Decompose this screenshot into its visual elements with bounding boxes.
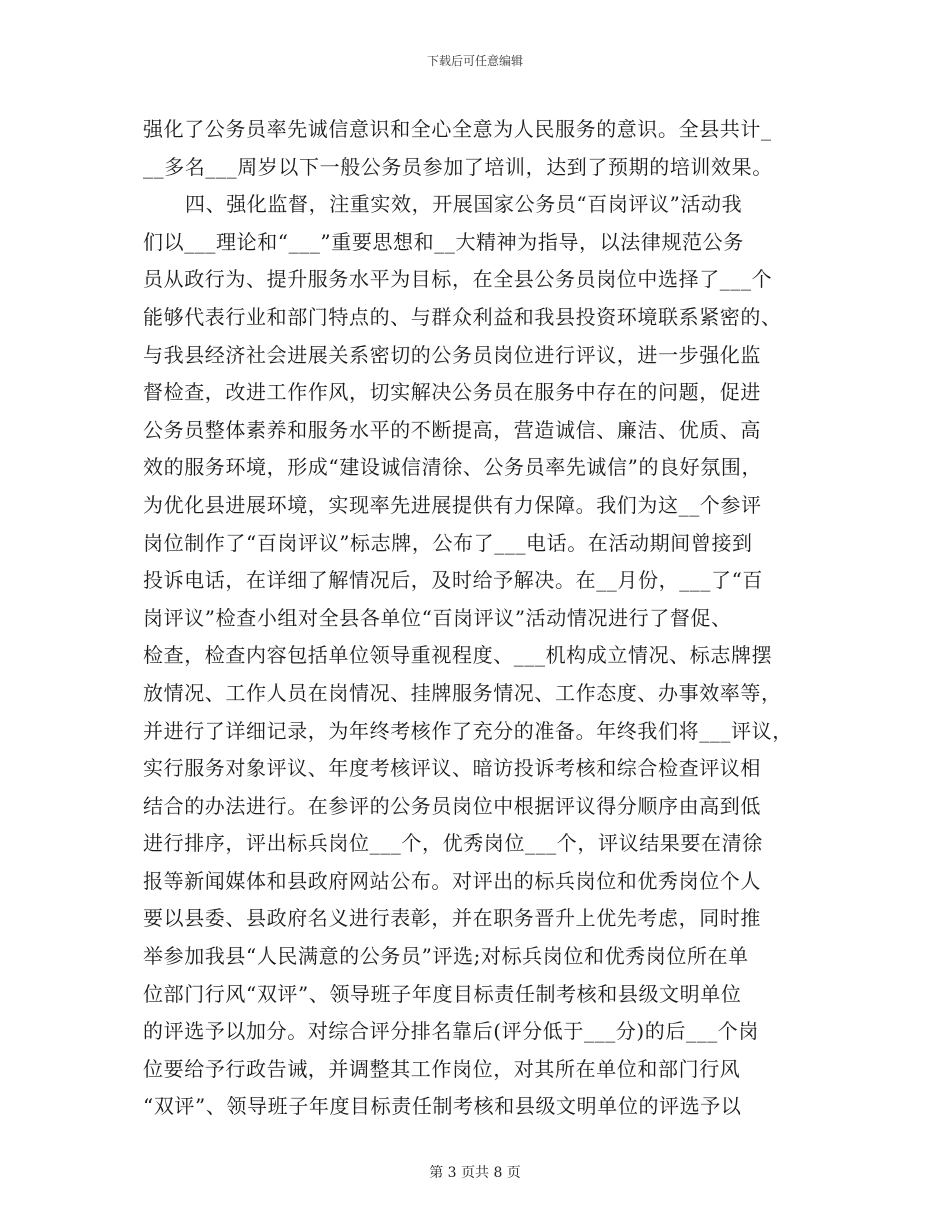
text-line: 的评选予以加分。对综合评分排名靠后(评分低于___分)的后___个岗 [143,1019,760,1044]
document-body [143,111,813,1126]
text-line: 报等新闻媒体和县政府网站公布。对评出的标兵岗位和优秀岗位个人 [143,868,761,893]
text-line: “双评”、领导班子年度目标责任制考核和县级文明单位的评选予以 [143,1094,742,1119]
text-line: 能够代表行业和部门特点的、与群众利益和我县投资环境联系紧密的、 [143,304,782,329]
text-line: 为优化县进展环境，实现率先进展提供有力保障。我们为这__个参评 [143,492,762,517]
text-line: 与我县经济社会进展关系密切的公务员岗位进行评议，进一步强化监 [143,342,761,367]
text-line: 投诉电话，在详细了解情况后，及时给予解决。在__月份，___了“百 [143,568,764,593]
text-line: 员从政行为、提升服务水平为目标，在全县公务员岗位中选择了___个 [143,267,773,292]
text-line: 放情况、工作人员在岗情况、挂牌服务情况、工作态度、办事效率等， [143,680,782,705]
text-line: 要以县委、县政府名义进行表彰，并在职务晋升上优先考虑，同时推 [143,906,761,931]
page-header: 下载后可任意编辑 [426,54,523,68]
page-number-footer: 第 3 页共 8 页 [429,1165,521,1181]
text-line: 督检查，改进工作作风，切实解决公务员在服务中存在的问题，促进 [143,380,761,405]
text-line: 进行排序，评出标兵岗位___个，优秀岗位___个，评议结果要在清徐 [143,831,763,856]
text-line: 检查，检查内容包括单位领导重视程度、___机构成立情况、标志牌摆 [143,643,773,668]
text-line: 效的服务环境，形成“建设诚信清徐、公务员率先诚信”的良好氛围， [143,455,763,480]
text-line: 岗位制作了“百岗评议”标志牌，公布了___电话。在活动期间曾接到 [143,530,753,555]
text-line: 结合的办法进行。在参评的公务员岗位中根据评议得分顺序由高到低 [143,793,761,818]
text-line: 位要给予行政告诫，并调整其工作岗位，对其所在单位和部门行风 [143,1056,741,1081]
text-line: 岗评议”检查小组对全县各单位“百岗评议”活动情况进行了督促、 [143,605,732,630]
text-line: 位部门行风“双评”、领导班子年度目标责任制考核和县级文明单位 [143,981,742,1006]
text-line: __多名___周岁以下一般公务员参加了培训，达到了预期的培训效果。 [143,154,773,179]
text-line: 公务员整体素养和服务水平的不断提高，营造诚信、廉洁、优质、高 [143,417,761,442]
text-line: 举参加我县“人民满意的公务员”评选;对标兵岗位和优秀岗位所在单 [143,944,749,969]
paragraph-start-line: 四、强化监督，注重实效，开展国家公务员“百岗评议”活动我 [185,192,743,217]
text-line: 实行服务对象评议、年度考核评议、暗访投诉考核和综合检查评议相 [143,756,761,781]
text-line: 强化了公务员率先诚信意识和全心全意为人民服务的意识。全县共计_ [143,117,772,141]
text-line: 并进行了详细记录，为年终考核作了充分的准备。年终我们将___评议， [143,718,793,743]
text-line: 们以___理论和“___”重要思想和__大精神为指导，以法律规范公务 [143,229,744,254]
